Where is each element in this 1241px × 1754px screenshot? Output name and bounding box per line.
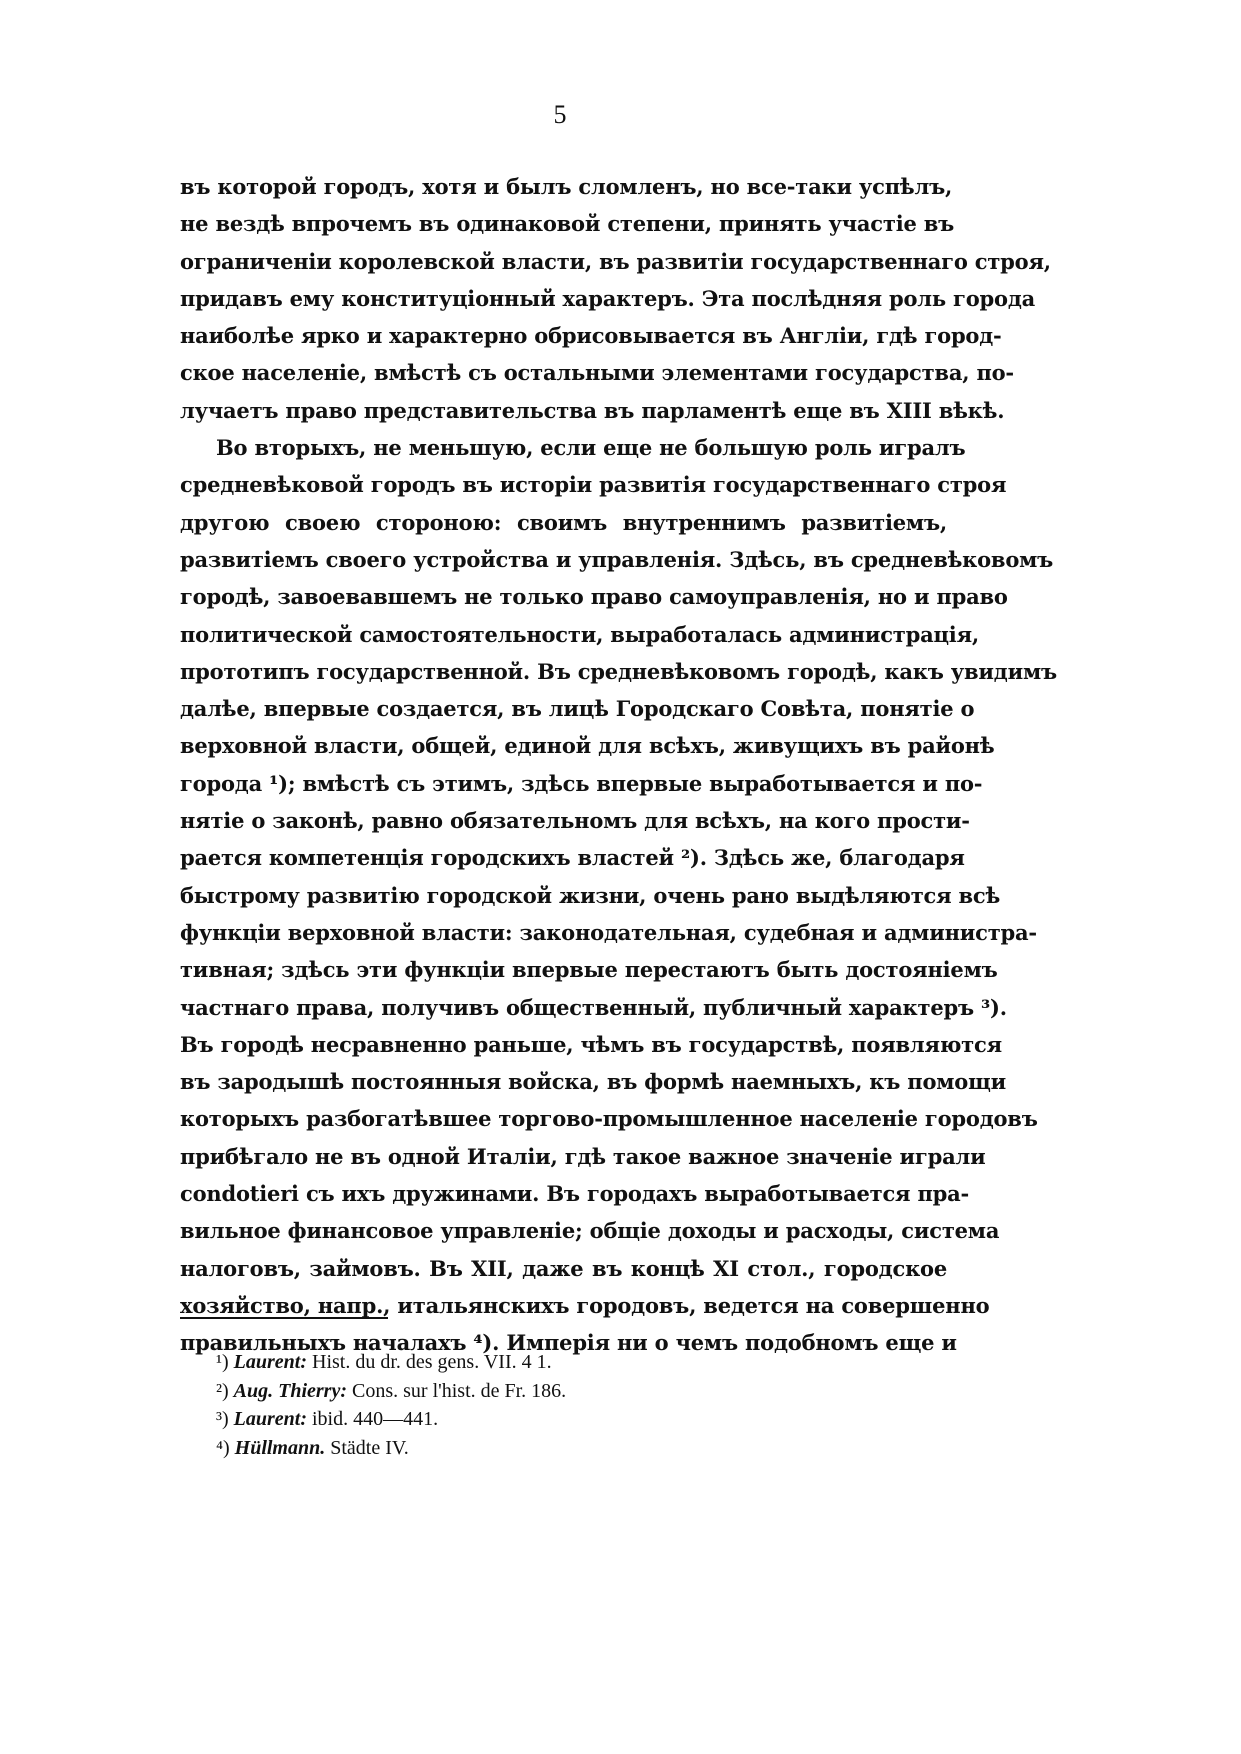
text-line: частнаго права, получивъ общественный, публичный характеръ ³). [180, 994, 1007, 1020]
footnote-marker: ³) [216, 1408, 229, 1431]
text-line: въ зародышѣ постоянныя войска, въ формѣ наемныхъ, къ помощи [180, 1069, 1006, 1095]
text-line: Во вторыхъ, не меньшую, если еще не большую роль игралъ [216, 435, 966, 461]
page-number: 5 [553, 100, 567, 129]
text-line: функціи верховной власти: законодательная, судебная и администра- [180, 919, 1037, 945]
text-line: ское населеніе, вмѣстѣ съ остальными элементами государства, по- [180, 360, 1014, 386]
text-line: Въ городѣ несравненно раньше, чѣмъ въ государствѣ, появляются [180, 1031, 1002, 1057]
text-line: нятіе о законѣ, равно обязательномъ для всѣхъ, на кого прости- [180, 808, 970, 834]
text-line: рается компетенція городскихъ властей ²). Здѣсь же, благодаря [180, 845, 965, 871]
footnote-divider [180, 1317, 388, 1319]
footnote-author: Hüllmann. [234, 1437, 326, 1460]
text-line: развитіемъ своего устройства и управленія. Здѣсь, въ средневѣковомъ [180, 546, 1054, 572]
text-line: прибѣгало не въ одной Италіи, гдѣ такое важное значеніе играли [180, 1143, 986, 1169]
text-line: средневѣковой городъ въ исторіи развитія государственнаго строя [180, 472, 1007, 498]
text-line: не вездѣ впрочемъ въ одинаковой степени, принять участіе въ [180, 211, 955, 237]
text-line: налоговъ, займовъ. Въ XII, даже въ концѣ XI стол., городское [180, 1255, 947, 1281]
text-line: хозяйство, напр., итальянскихъ городовъ, ведется на совершенно [180, 1292, 990, 1318]
footnote-author: Laurent: [233, 1351, 307, 1373]
body-text [180, 168, 1057, 1362]
footnote-marker: ¹) [216, 1351, 229, 1373]
footnotes [216, 1348, 916, 1463]
text-line: быстрому развитію городской жизни, очень рано выдѣляются всѣ [180, 882, 1001, 908]
footnote-marker: ²) [216, 1379, 229, 1402]
text-line: придавъ ему конституціонный характеръ. Эта послѣдняя роль города [180, 285, 1036, 311]
text-line: вильное финансовое управленіе; общіе доходы и расходы, система [180, 1218, 1000, 1244]
text-line: политической самостоятельности, выработалась администрація, [180, 621, 979, 647]
text-line: города ¹); вмѣстѣ съ этимъ, здѣсь впервые выработывается и по- [180, 770, 983, 796]
text-line: condotieri съ ихъ дружинами. Въ городахъ выработывается пра- [180, 1181, 970, 1207]
footnote-marker: ⁴) [216, 1437, 230, 1460]
text-line: лучаетъ право представительства въ парламентѣ еще въ XIII вѣкѣ. [180, 397, 1005, 423]
text-line: ограниченіи королевской власти, въ развитіи государственнаго строя, [180, 248, 1051, 274]
footnote [216, 1377, 916, 1406]
footnote-text: Hist. du dr. des gens. VII. 4 1. [312, 1351, 552, 1373]
footnote-author: Aug. Thierry: [233, 1379, 347, 1402]
footnote [216, 1348, 916, 1377]
footnote-text: Städte IV. [330, 1437, 409, 1460]
text-line: въ которой городъ, хотя и былъ сломленъ, но все-таки успѣлъ, [180, 174, 953, 199]
text-line: тивная; здѣсь эти функціи впервые перестаютъ быть достояніемъ [180, 957, 998, 983]
text-line: далѣе, впервые создается, въ лицѣ Городскаго Совѣта, понятіе о [180, 696, 975, 722]
text-line: наиболѣе ярко и характерно обрисовывается въ Англіи, гдѣ город- [180, 323, 1002, 349]
text-line: верховной власти, общей, единой для всѣхъ, живущихъ въ районѣ [180, 733, 995, 759]
footnote [216, 1434, 916, 1463]
text-line: прототипъ государственной. Въ средневѣковомъ городѣ, какъ увидимъ [180, 658, 1057, 684]
footnote [216, 1405, 916, 1434]
footnote-text: Cons. sur l'hist. de Fr. 186. [352, 1379, 567, 1402]
text-line: другою своею стороною: своимъ внутреннимъ развитіемъ, [180, 509, 947, 535]
footnote-text: ibid. 440—441. [312, 1408, 439, 1431]
text-line: которыхъ разбогатѣвшее торгово-промышленное населеніе городовъ [180, 1106, 1038, 1132]
footnote-author: Laurent: [233, 1408, 307, 1431]
text-line: правильныхъ началахъ ⁴). Имперія ни о чемъ подобномъ еще и [180, 1330, 957, 1356]
text-line: городѣ, завоевавшемъ не только право самоуправленія, но и право [180, 584, 1008, 610]
